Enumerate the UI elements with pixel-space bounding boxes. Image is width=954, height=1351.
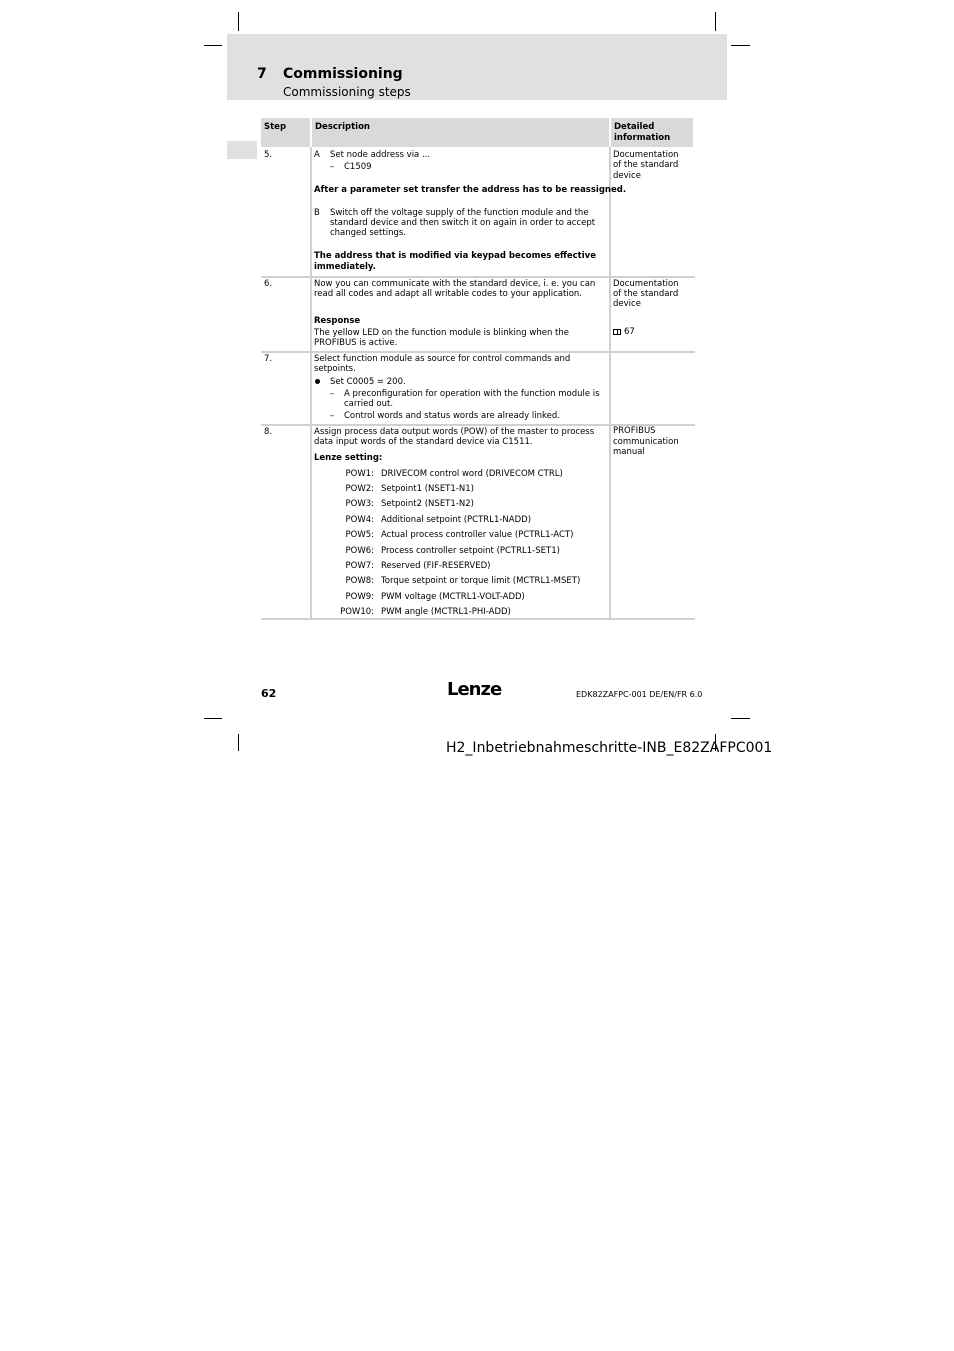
page-ref-number: 67 bbox=[624, 327, 635, 337]
dash: – bbox=[330, 389, 335, 399]
bullet-icon bbox=[315, 377, 320, 387]
description-text: Assign process data output words (POW) of the master to process bbox=[314, 427, 595, 437]
code-ref: C1509 bbox=[344, 162, 372, 172]
pow-key: POW2: bbox=[345, 484, 374, 494]
book-icon bbox=[613, 329, 621, 335]
pow-key: POW9: bbox=[345, 592, 374, 602]
dash: – bbox=[330, 411, 335, 421]
pow-value: PWM voltage (MCTRL1-VOLT-ADD) bbox=[381, 592, 525, 602]
side-tab-marker bbox=[227, 141, 257, 159]
pow-value: DRIVECOM control word (DRIVECOM CTRL) bbox=[381, 469, 563, 479]
pow-key: POW5: bbox=[345, 530, 374, 540]
info-text: communication bbox=[613, 437, 679, 447]
chapter-number: 7 bbox=[257, 66, 267, 82]
row-divider bbox=[261, 276, 695, 278]
pow-value: Actual process controller value (PCTRL1-ACT) bbox=[381, 530, 574, 540]
pow-value: Torque setpoint or torque limit (MCTRL1-MSET) bbox=[381, 576, 581, 586]
info-text: PROFIBUS bbox=[613, 426, 656, 436]
pow-key: POW6: bbox=[345, 546, 374, 556]
chapter-title: Commissioning bbox=[283, 66, 403, 82]
col-header-step: Step bbox=[261, 118, 310, 147]
response-label: Response bbox=[314, 316, 361, 326]
pow-value: Additional setpoint (PCTRL1-NADD) bbox=[381, 515, 532, 525]
step-number: 6. bbox=[264, 279, 273, 289]
pow-value: Process controller setpoint (PCTRL1-SET1) bbox=[381, 546, 560, 556]
col-header-description: Description bbox=[312, 118, 609, 147]
info-text: Documentation bbox=[613, 150, 679, 160]
pow-value: Setpoint2 (NSET1-N2) bbox=[381, 499, 474, 509]
list-letter: B bbox=[314, 208, 320, 218]
page-reference[interactable] bbox=[613, 327, 635, 337]
page-number: 62 bbox=[261, 687, 277, 700]
description-text: carried out. bbox=[344, 399, 394, 409]
description-text: PROFIBUS is active. bbox=[314, 338, 398, 348]
pow-value: Setpoint1 (NSET1-N1) bbox=[381, 484, 474, 494]
description-text: Select function module as source for control commands and bbox=[314, 354, 571, 364]
description-text: Now you can communicate with the standard device, i. e. you can bbox=[314, 279, 596, 289]
chapter-subtitle: Commissioning steps bbox=[283, 85, 411, 99]
crop-mark bbox=[731, 45, 750, 46]
pow-key: POW3: bbox=[345, 499, 374, 509]
description-text: The yellow LED on the function module is blinking when the bbox=[314, 328, 569, 338]
pow-value: Reserved (FIF-RESERVED) bbox=[381, 561, 491, 571]
note-text: immediately. bbox=[314, 262, 376, 272]
info-text: device bbox=[613, 299, 641, 309]
info-text: device bbox=[613, 171, 641, 181]
description-text: read all codes and adapt all writable codes to your application. bbox=[314, 289, 582, 299]
description-text: A preconfiguration for operation with the function module is bbox=[344, 389, 600, 399]
document-reference: EDK82ZAFPC-001 DE/EN/FR 6.0 bbox=[576, 690, 703, 699]
bullet-text: Set C0005 = 200. bbox=[330, 377, 406, 387]
info-text: Documentation bbox=[613, 279, 679, 289]
step-number: 8. bbox=[264, 427, 273, 437]
crop-mark bbox=[731, 718, 750, 719]
pow-key: POW8: bbox=[345, 576, 374, 586]
pow-value: PWM angle (MCTRL1-PHI-ADD) bbox=[381, 607, 511, 617]
crop-mark bbox=[238, 734, 239, 751]
pow-key: POW7: bbox=[345, 561, 374, 571]
description-text: Set node address via ... bbox=[330, 150, 431, 160]
row-divider bbox=[261, 351, 695, 353]
info-text: of the standard bbox=[613, 289, 679, 299]
description-text: data input words of the standard device via C1511. bbox=[314, 437, 533, 447]
step-number: 7. bbox=[264, 354, 273, 364]
dash: – bbox=[330, 162, 335, 172]
list-letter: A bbox=[314, 150, 320, 160]
info-text: manual bbox=[613, 447, 645, 457]
setting-label: Lenze setting: bbox=[314, 453, 383, 463]
description-text: changed settings. bbox=[330, 228, 406, 238]
lenze-logo: Lenze bbox=[447, 679, 502, 700]
col-header-info: Detailed information bbox=[611, 118, 693, 147]
crop-mark bbox=[204, 718, 222, 719]
description-text: setpoints. bbox=[314, 364, 356, 374]
column-divider bbox=[310, 147, 312, 619]
crop-mark bbox=[238, 12, 239, 31]
crop-mark bbox=[204, 45, 222, 46]
description-text: standard device and then switch it on again in order to accept bbox=[330, 218, 596, 228]
pow-key: POW10: bbox=[340, 607, 374, 617]
description-text: Control words and status words are already linked. bbox=[344, 411, 560, 421]
file-name: H2_Inbetriebnahmeschritte-INB_E82ZAFPC001 bbox=[446, 740, 773, 756]
note-text: The address that is modified via keypad becomes effective bbox=[314, 251, 596, 261]
crop-mark bbox=[715, 12, 716, 31]
step-number: 5. bbox=[264, 150, 273, 160]
pow-key: POW1: bbox=[345, 469, 374, 479]
note-text: After a parameter set transfer the address has to be reassigned. bbox=[314, 185, 627, 195]
description-text: Switch off the voltage supply of the function module and the bbox=[330, 208, 589, 218]
row-divider bbox=[261, 618, 695, 620]
column-divider bbox=[609, 147, 611, 619]
info-text: of the standard bbox=[613, 160, 679, 170]
pow-key: POW4: bbox=[345, 515, 374, 525]
